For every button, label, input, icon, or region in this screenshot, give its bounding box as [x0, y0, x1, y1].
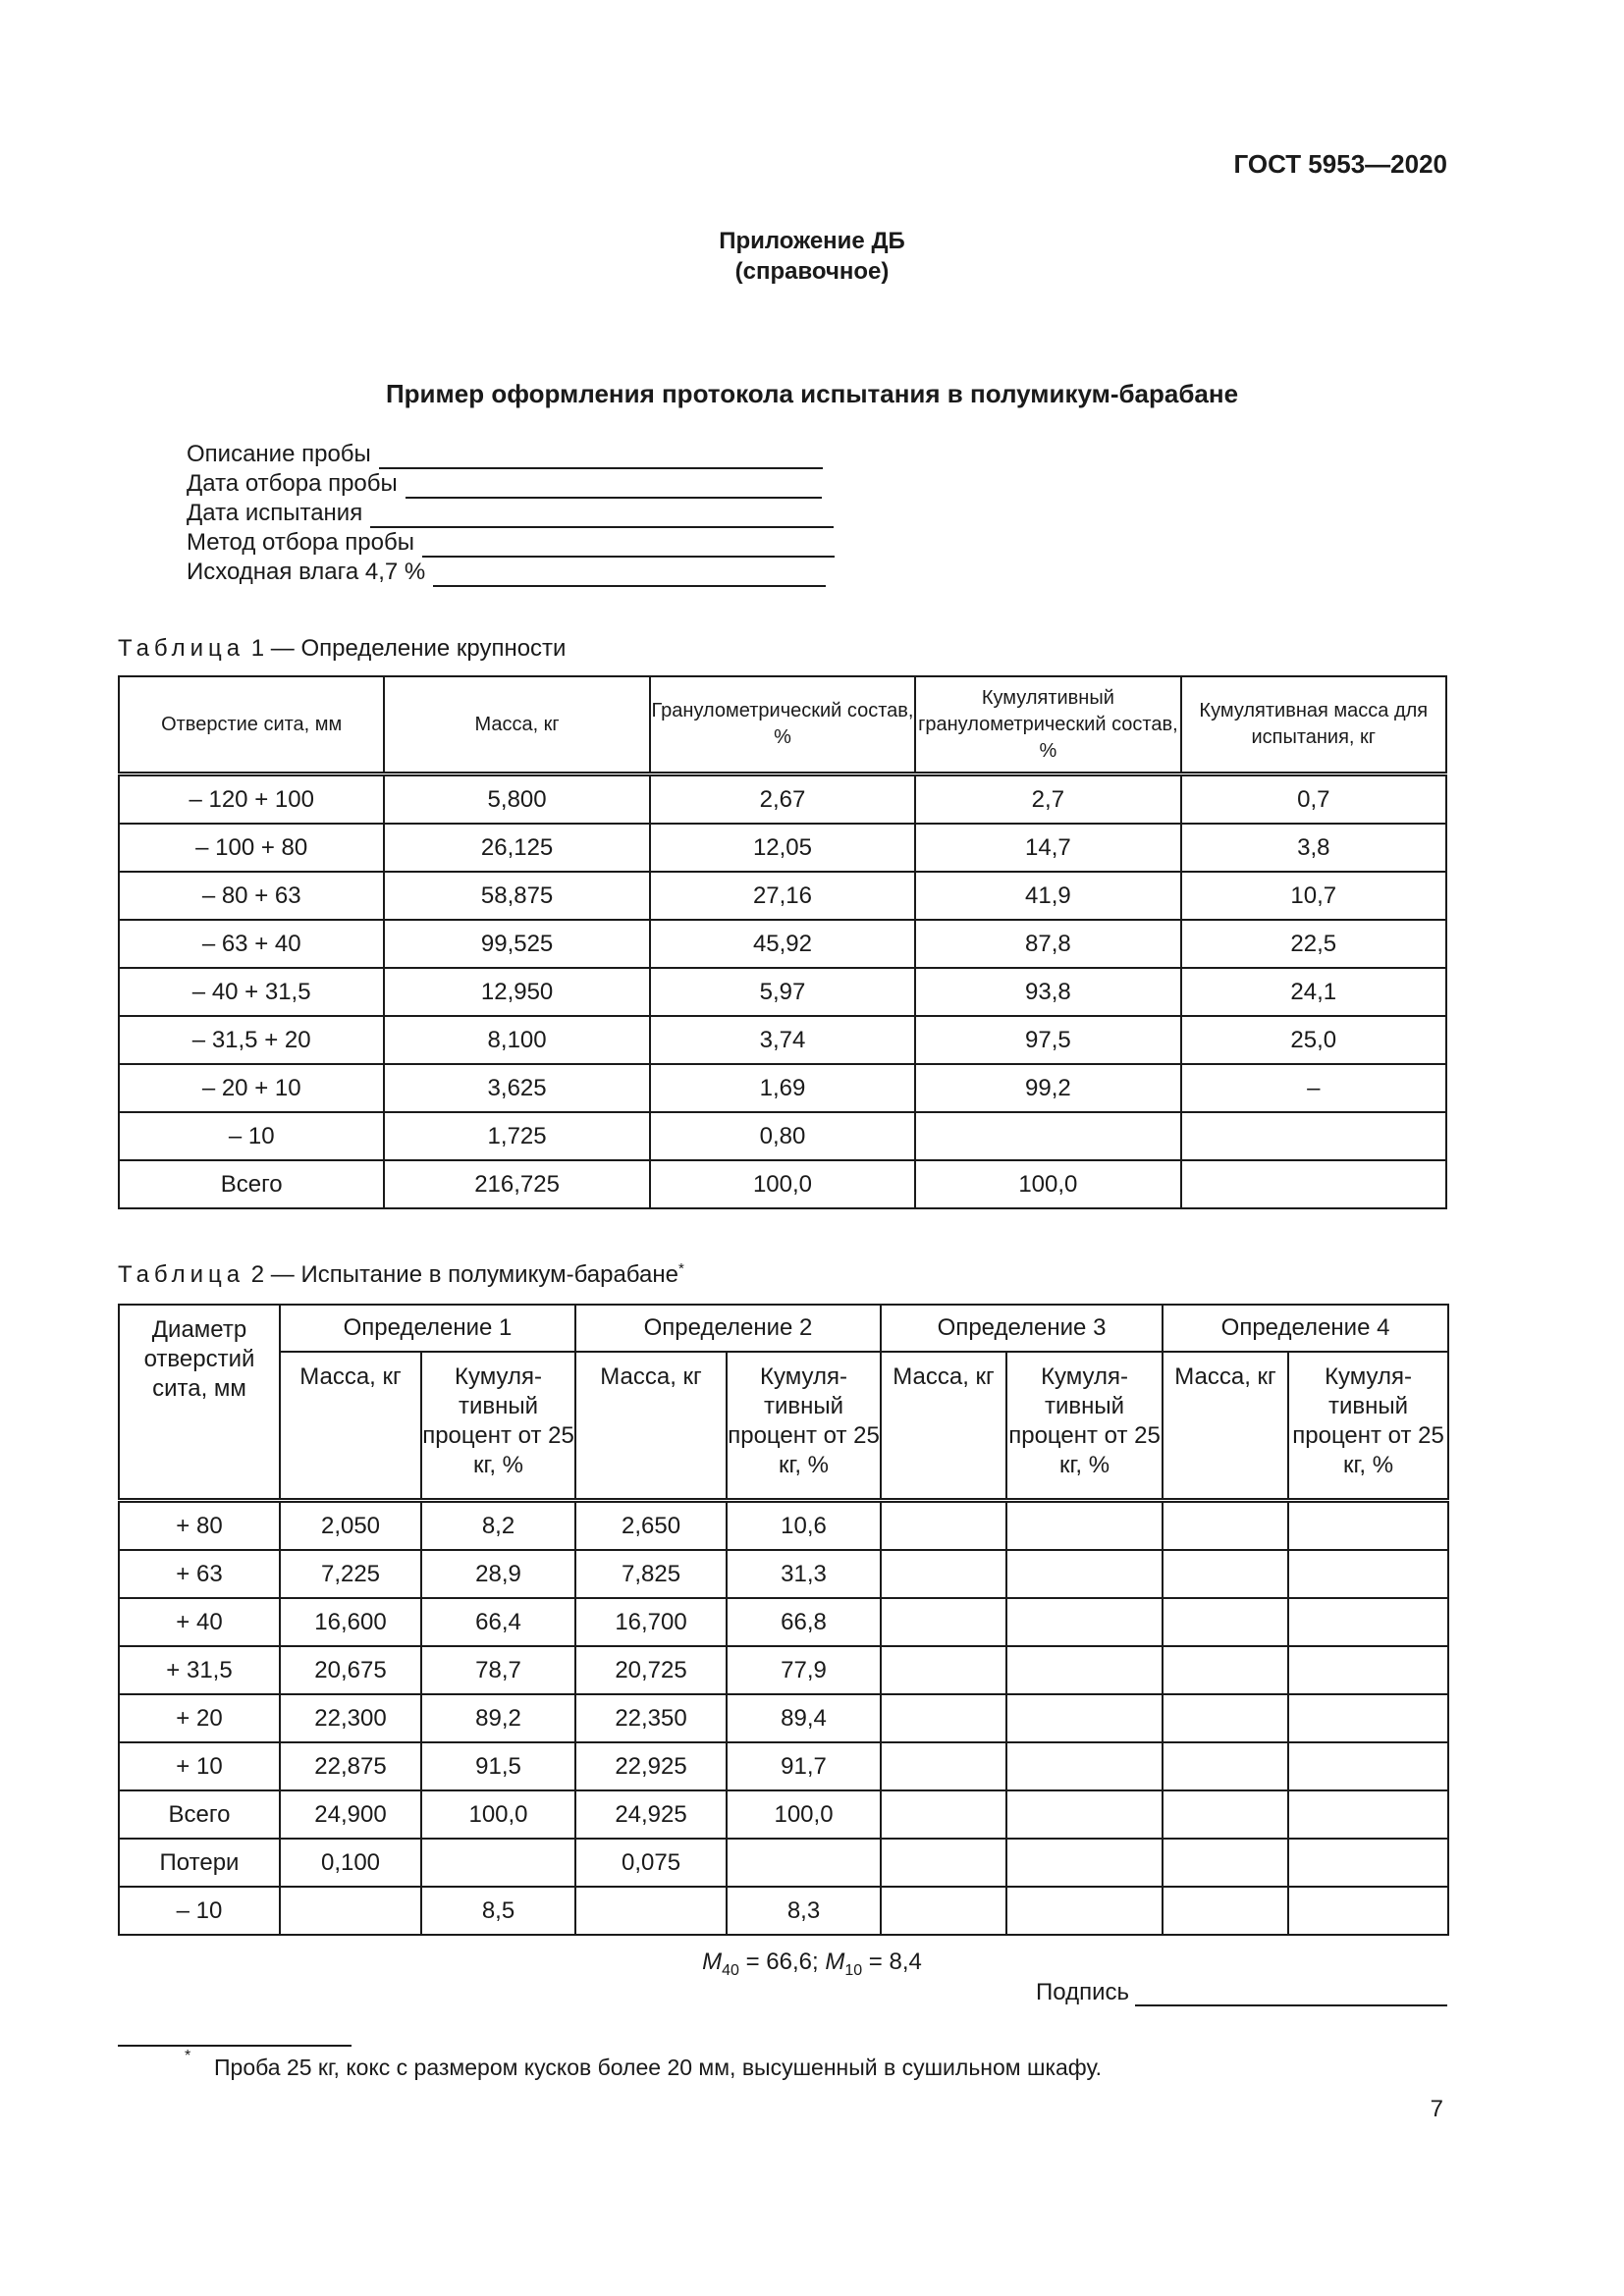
table-cell: 16,600 — [280, 1598, 421, 1646]
table2-caption-text: 2 — Испытание в полумикум-барабане — [244, 1261, 678, 1288]
table-row — [119, 1016, 1446, 1064]
table-cell: 100,0 — [915, 1160, 1180, 1208]
form-field-sampling-method — [187, 528, 835, 558]
column-group-header: Определение 3 — [881, 1305, 1163, 1352]
table-cell: 91,5 — [421, 1742, 575, 1790]
table-cell: 8,5 — [421, 1887, 575, 1935]
column-header-mass: Масса, кг — [280, 1352, 421, 1501]
table-cell: + 80 — [119, 1501, 280, 1551]
table-cell: 12,950 — [384, 968, 649, 1016]
table-cell — [881, 1550, 1006, 1598]
signature-field — [1036, 1979, 1447, 2006]
form-field-label: Описание пробы — [187, 441, 371, 467]
form-field-sample-description — [187, 440, 835, 469]
form-field-line[interactable] — [370, 505, 834, 528]
table-cell — [1181, 1160, 1446, 1208]
table-cell: 100,0 — [421, 1790, 575, 1839]
table-cell: 24,900 — [280, 1790, 421, 1839]
table-row — [119, 1694, 1448, 1742]
table-cell: 7,825 — [575, 1550, 727, 1598]
table-cell: 2,650 — [575, 1501, 727, 1551]
form-field-label: Дата испытания — [187, 500, 363, 526]
table2-body — [119, 1501, 1448, 1936]
table1-caption-word: Таблица — [118, 635, 245, 662]
column-header-mass: Масса, кг — [575, 1352, 727, 1501]
table-cell — [1288, 1501, 1448, 1551]
table-cell — [280, 1887, 421, 1935]
table-cell — [881, 1839, 1006, 1887]
table-cell — [1288, 1550, 1448, 1598]
table-cell: + 10 — [119, 1742, 280, 1790]
table-cell: 20,675 — [280, 1646, 421, 1694]
table-cell: 10,6 — [727, 1501, 881, 1551]
table-cell: – — [1181, 1064, 1446, 1112]
table-cell: 28,9 — [421, 1550, 575, 1598]
table-cell — [881, 1742, 1006, 1790]
column-header-cumulative: Кумуля-тивный процент от 25 кг, % — [1006, 1352, 1163, 1501]
table-cell — [881, 1646, 1006, 1694]
table-cell: 89,2 — [421, 1694, 575, 1742]
table-cell — [1163, 1694, 1288, 1742]
table-row — [119, 1064, 1446, 1112]
table-cell: 8,100 — [384, 1016, 649, 1064]
table-cell: – 10 — [119, 1887, 280, 1935]
table-row — [119, 1790, 1448, 1839]
table-cell: 78,7 — [421, 1646, 575, 1694]
table-cell — [1163, 1742, 1288, 1790]
m10-value: = 8,4 — [862, 1949, 922, 1975]
table-row — [119, 1501, 1448, 1551]
table-cell — [1288, 1598, 1448, 1646]
footnote-reference: * — [677, 1260, 684, 1277]
column-group-header: Определение 1 — [280, 1305, 575, 1352]
table-cell: 26,125 — [384, 824, 649, 872]
table-cell: Всего — [119, 1790, 280, 1839]
table-cell: 99,2 — [915, 1064, 1180, 1112]
form-field-line[interactable] — [422, 534, 835, 558]
table-cell: – 63 + 40 — [119, 920, 384, 968]
table-cell — [1006, 1694, 1163, 1742]
page-number: 7 — [1430, 2096, 1443, 2122]
table-cell: 5,800 — [384, 774, 649, 825]
result-formula — [0, 1949, 1624, 1980]
table-size-determination — [118, 675, 1447, 1209]
table-cell: – 20 + 10 — [119, 1064, 384, 1112]
table-cell: 2,050 — [280, 1501, 421, 1551]
table-cell: 22,875 — [280, 1742, 421, 1790]
table-cell: 100,0 — [650, 1160, 915, 1208]
table1-caption-text: 1 — Определение крупности — [244, 635, 567, 662]
table-cell — [1163, 1598, 1288, 1646]
protocol-form — [187, 440, 835, 587]
table-row — [119, 1160, 1446, 1208]
table-cell: 0,075 — [575, 1839, 727, 1887]
table-cell: 3,8 — [1181, 824, 1446, 872]
signature-line[interactable] — [1135, 1981, 1447, 2006]
table-cell: 5,97 — [650, 968, 915, 1016]
table-cell: 91,7 — [727, 1742, 881, 1790]
table-cell: – 120 + 100 — [119, 774, 384, 825]
table-cell: 8,3 — [727, 1887, 881, 1935]
table-cell: 24,925 — [575, 1790, 727, 1839]
table-cell — [1163, 1550, 1288, 1598]
table-cell: 14,7 — [915, 824, 1180, 872]
table-cell — [881, 1790, 1006, 1839]
table-cell: + 20 — [119, 1694, 280, 1742]
table-cell: 58,875 — [384, 872, 649, 920]
table-cell — [1006, 1598, 1163, 1646]
footnote-text: Проба 25 кг, кокс с размером кусков более 20 мм, высушенный в сушильном шкафу. — [214, 2055, 1103, 2080]
column-header-mass: Масса, кг — [881, 1352, 1006, 1501]
table-cell — [1006, 1550, 1163, 1598]
table-cell — [1163, 1839, 1288, 1887]
table-cell: – 100 + 80 — [119, 824, 384, 872]
table2-caption-word: Таблица — [118, 1261, 245, 1288]
table-cell: 45,92 — [650, 920, 915, 968]
table-cell: + 63 — [119, 1550, 280, 1598]
table-cell — [881, 1694, 1006, 1742]
table-cell: 97,5 — [915, 1016, 1180, 1064]
table-cell: 0,80 — [650, 1112, 915, 1160]
table-cell: 99,525 — [384, 920, 649, 968]
table-cell — [421, 1839, 575, 1887]
table-cell: 0,100 — [280, 1839, 421, 1887]
table-cell: 1,725 — [384, 1112, 649, 1160]
column-header-cumulative: Кумуля-тивный процент от 25 кг, % — [1288, 1352, 1448, 1501]
standard-number: ГОСТ 5953—2020 — [1233, 149, 1447, 179]
form-field-line[interactable] — [379, 446, 823, 469]
m40-subscript: 40 — [722, 1961, 739, 1979]
table-cell: 216,725 — [384, 1160, 649, 1208]
table-cell: – 80 + 63 — [119, 872, 384, 920]
table-cell: 16,700 — [575, 1598, 727, 1646]
table-cell: + 31,5 — [119, 1646, 280, 1694]
table-cell: 31,3 — [727, 1550, 881, 1598]
table-cell: 22,925 — [575, 1742, 727, 1790]
table-cell — [1006, 1742, 1163, 1790]
table-cell — [1163, 1887, 1288, 1935]
table-cell: 2,7 — [915, 774, 1180, 825]
appendix-type: (справочное) — [734, 258, 890, 285]
table-row — [119, 1112, 1446, 1160]
column-header: Кумулятивный гранулометрический состав, % — [915, 676, 1180, 774]
table-cell: 66,4 — [421, 1598, 575, 1646]
column-header-mass: Масса, кг — [1163, 1352, 1288, 1501]
form-field-label: Метод отбора пробы — [187, 529, 414, 556]
table-cell: 22,5 — [1181, 920, 1446, 968]
table-cell: – 31,5 + 20 — [119, 1016, 384, 1064]
table-cell — [1288, 1646, 1448, 1694]
m40-symbol: M — [702, 1949, 723, 1975]
table1-body — [119, 774, 1446, 1209]
column-header-cumulative: Кумуля-тивный процент от 25 кг, % — [421, 1352, 575, 1501]
table-cell: 3,625 — [384, 1064, 649, 1112]
m10-symbol: M — [825, 1949, 845, 1975]
table-cell — [727, 1839, 881, 1887]
table-cell — [1181, 1112, 1446, 1160]
signature-label: Подпись — [1036, 1979, 1129, 2005]
table-row — [119, 1742, 1448, 1790]
table-cell: 12,05 — [650, 824, 915, 872]
footnote-divider — [118, 2045, 352, 2047]
table-cell: 77,9 — [727, 1646, 881, 1694]
form-field-label: Дата отбора пробы — [187, 470, 398, 497]
table-row — [119, 968, 1446, 1016]
column-group-header: Определение 2 — [575, 1305, 881, 1352]
column-group-header: Определение 4 — [1163, 1305, 1448, 1352]
table-row — [119, 872, 1446, 920]
table-cell — [1006, 1790, 1163, 1839]
table-cell — [1163, 1790, 1288, 1839]
table-cell: 41,9 — [915, 872, 1180, 920]
table1-caption — [118, 635, 566, 663]
table-cell: 0,7 — [1181, 774, 1446, 825]
table-cell: 2,67 — [650, 774, 915, 825]
table-cell — [1288, 1742, 1448, 1790]
form-field-initial-moisture — [187, 558, 835, 587]
footnote-mark: * — [185, 2048, 191, 2064]
table-row — [119, 824, 1446, 872]
table-cell — [1288, 1839, 1448, 1887]
table-cell: – 40 + 31,5 — [119, 968, 384, 1016]
table-row — [119, 920, 1446, 968]
table-cell — [881, 1501, 1006, 1551]
table-cell: 3,74 — [650, 1016, 915, 1064]
table-cell — [1288, 1694, 1448, 1742]
table-cell: 27,16 — [650, 872, 915, 920]
column-header: Гранулометрический состав, % — [650, 676, 915, 774]
table-row — [119, 1646, 1448, 1694]
table-cell — [1006, 1839, 1163, 1887]
table-row — [119, 1887, 1448, 1935]
table-cell — [1163, 1646, 1288, 1694]
table-cell: 25,0 — [1181, 1016, 1446, 1064]
table-cell: – 10 — [119, 1112, 384, 1160]
table-cell — [1006, 1887, 1163, 1935]
form-field-line[interactable] — [433, 563, 826, 587]
column-header-cumulative: Кумуля-тивный процент от 25 кг, % — [727, 1352, 881, 1501]
table-cell — [1288, 1887, 1448, 1935]
column-header: Отверстие сита, мм — [119, 676, 384, 774]
table-cell: 8,2 — [421, 1501, 575, 1551]
table-cell — [1163, 1501, 1288, 1551]
table-cell: 100,0 — [727, 1790, 881, 1839]
table-row — [119, 1550, 1448, 1598]
table-cell: 89,4 — [727, 1694, 881, 1742]
table-cell: 10,7 — [1181, 872, 1446, 920]
form-field-label: Исходная влага 4,7 % — [187, 559, 426, 585]
form-field-sampling-date — [187, 469, 835, 499]
table-drum-test — [118, 1304, 1449, 1936]
table-cell: 87,8 — [915, 920, 1180, 968]
table-cell: 22,300 — [280, 1694, 421, 1742]
table-cell — [881, 1887, 1006, 1935]
table-cell: 22,350 — [575, 1694, 727, 1742]
appendix-name: Приложение ДБ — [719, 228, 905, 254]
table-row — [119, 1839, 1448, 1887]
table-cell: 24,1 — [1181, 968, 1446, 1016]
column-header: Кумулятивная масса для испытания, кг — [1181, 676, 1446, 774]
table-cell — [1288, 1790, 1448, 1839]
table-cell: Всего — [119, 1160, 384, 1208]
document-title: Пример оформления протокола испытания в полумикум-барабане — [385, 379, 1239, 408]
column-header-diameter: Диаметр отверстий сита, мм — [119, 1305, 280, 1501]
table-cell: 93,8 — [915, 968, 1180, 1016]
table-cell: 20,725 — [575, 1646, 727, 1694]
table-cell: 1,69 — [650, 1064, 915, 1112]
table-cell: + 40 — [119, 1598, 280, 1646]
table-cell: Потери — [119, 1839, 280, 1887]
m40-value: = 66,6; — [738, 1949, 826, 1975]
m10-subscript: 10 — [844, 1961, 863, 1979]
table-row — [119, 774, 1446, 825]
table-row — [119, 1598, 1448, 1646]
form-field-test-date — [187, 499, 835, 528]
table-cell — [575, 1887, 727, 1935]
table-cell — [915, 1112, 1180, 1160]
table-cell — [1006, 1646, 1163, 1694]
table-cell: 7,225 — [280, 1550, 421, 1598]
form-field-line[interactable] — [406, 475, 822, 499]
table2-caption — [118, 1260, 684, 1289]
column-header: Масса, кг — [384, 676, 649, 774]
table-cell — [1006, 1501, 1163, 1551]
table-cell — [881, 1598, 1006, 1646]
table-cell: 66,8 — [727, 1598, 881, 1646]
